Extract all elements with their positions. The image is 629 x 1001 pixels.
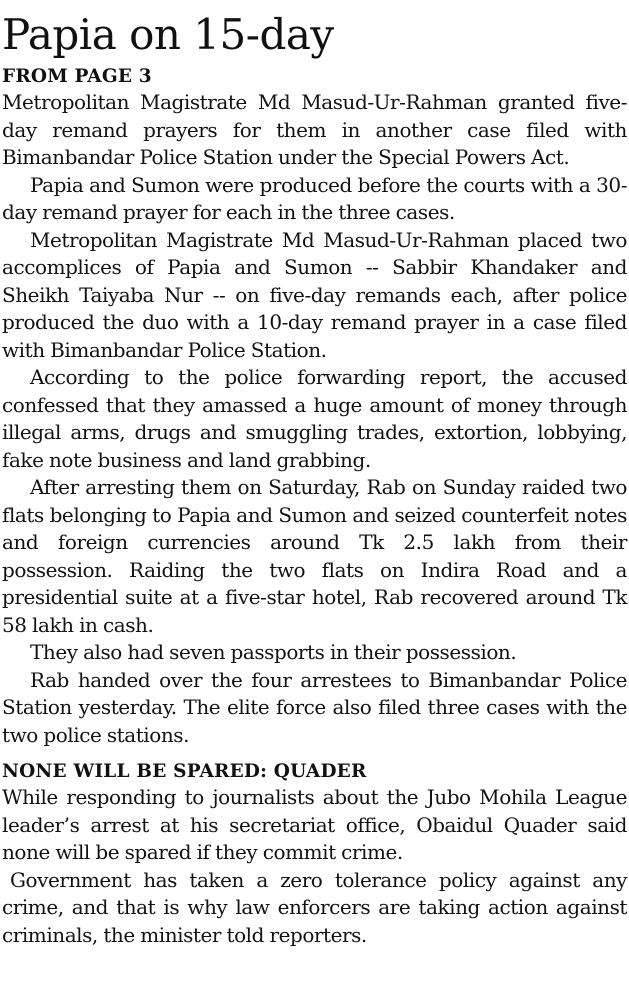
article-paragraph: Metropolitan Magistrate Md Masud-Ur-Rahman granted five-day remand prayers for them in another case filed with Bimanbandar Police Station under the Special Powers Act. bbox=[2, 90, 627, 169]
article-paragraph: According to the police forwarding report, the accused confessed that they amassed a huge amount of money through illegal arms, drugs and smuggling trades, extortion, lobbying, fake note business and land grabbing. bbox=[2, 365, 627, 472]
article-paragraph: After arresting them on Saturday, Rab on Sunday raided two flats belonging to Papia and Sumon and seized counterfeit notes and foreign currencies around Tk 2.5 lakh from their possession. Raiding the two flats on Indira Road and a presidential suite at a five-star hotel, Rab recovered around Tk 58 lakh in cash. bbox=[2, 475, 627, 637]
headline: Papia on 15-day bbox=[2, 10, 334, 59]
article-paragraph: Metropolitan Magistrate Md Masud-Ur-Rahman placed two accomplices of Papia and Sumon -- Sabbir Khandaker and Sheikh Taiyaba Nur -- on five-day remands each, after police produced the duo with a 10-day remand prayer in a case filed with Bimanbandar Police Station. bbox=[2, 227, 627, 362]
article-paragraph: They also had seven passports in their possession. bbox=[30, 640, 517, 664]
article-paragraph: Government has taken a zero tolerance policy against any crime, and that is why law enforcers are taking action against criminals, the minister told reporters. bbox=[2, 867, 627, 947]
article-paragraph: Papia and Sumon were produced before the courts with a 30-day remand prayer for each in the three cases. bbox=[2, 172, 627, 224]
article-paragraph: While responding to journalists about the Jubo Mohila League leader’s arrest at his secretariat office, Obaidul Quader said none will be spared if they commit crime. bbox=[2, 785, 627, 864]
section-subhead: NONE WILL BE SPARED: QUADER bbox=[2, 761, 367, 782]
continued-from-label: FROM PAGE 3 bbox=[2, 66, 152, 87]
article-paragraph: Rab handed over the four arrestees to Bimanbandar Police Station yesterday. The elite force also filed three cases with the two police stations. bbox=[2, 667, 627, 747]
